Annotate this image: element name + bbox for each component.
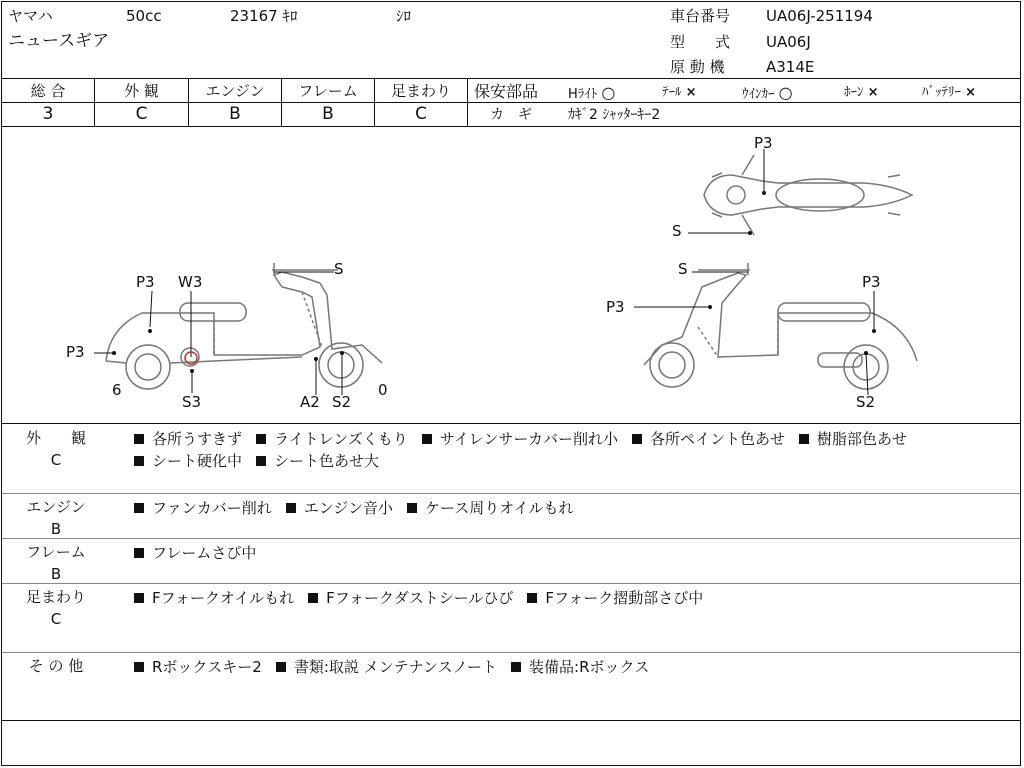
part-winker	[742, 83, 793, 105]
part-horn	[844, 83, 879, 103]
frame-number-value: UA06J-251194	[766, 7, 873, 25]
diagram-label: S2	[332, 393, 352, 411]
divider	[2, 493, 1020, 494]
maker: ヤマハ	[8, 7, 53, 25]
diagram-label: P3	[754, 134, 773, 152]
bullet-icon	[527, 593, 537, 603]
color: ｼﾛ	[396, 7, 412, 25]
bullet-icon	[632, 434, 642, 444]
rating-value-frame: B	[322, 104, 334, 124]
part-name: Hﾗｲﾄ	[568, 87, 598, 102]
inspection-sheet	[1, 1, 1021, 766]
divider	[2, 720, 1020, 721]
diagram-label: P3	[606, 298, 625, 316]
rating-label-exterior: 外 観	[124, 82, 159, 100]
rating-value-engine: B	[229, 104, 241, 124]
note-item: 書類:取説 メンテナンスノート	[276, 658, 497, 676]
part-status-icon: ×	[685, 85, 697, 100]
key-value: ｶｷﾞ2 ｼｬｯﾀｰｷｰ2	[568, 107, 661, 123]
note-item: エンジン音小	[286, 499, 393, 517]
part-status-icon: ○	[601, 83, 616, 102]
diagram-label: S	[672, 222, 682, 240]
diagram-label: S	[678, 260, 688, 278]
frame-number-label: 車台番号	[670, 7, 731, 25]
bullet-icon	[256, 434, 266, 444]
bullet-icon	[799, 434, 809, 444]
note-item: Fフォークオイルもれ	[134, 589, 294, 607]
engine-label: 原 動 機	[670, 58, 725, 76]
note-items	[134, 587, 1014, 609]
bullet-icon	[308, 593, 318, 603]
note-item: 装備品:Rボックス	[511, 658, 649, 676]
diagram-label: W3	[178, 273, 203, 291]
note-item: 各所うすきず	[134, 430, 242, 448]
diagram-label: S3	[182, 393, 202, 411]
note-title: 足まわり	[25, 588, 86, 606]
diagram-label: A2	[300, 393, 320, 411]
divider	[2, 78, 1020, 79]
rating-label-overall: 総 合	[30, 82, 66, 100]
engine-value: A314E	[766, 58, 815, 76]
note-item: 樹脂部色あせ	[799, 430, 907, 448]
divider	[2, 583, 1020, 584]
rating-value-exterior: C	[135, 104, 148, 124]
part-taillight	[662, 83, 697, 103]
note-items	[134, 656, 1014, 678]
type-value: UA06J	[766, 33, 811, 51]
diagram-label: P3	[862, 273, 881, 291]
bullet-icon	[286, 503, 296, 513]
note-grade: B	[50, 565, 62, 583]
diagram-label: S2	[856, 393, 876, 411]
bullet-icon	[134, 434, 144, 444]
note-title: そ の 他	[28, 657, 84, 675]
diagram-label: P3	[66, 343, 85, 361]
divider	[2, 538, 1020, 539]
diagram-label: 0	[378, 381, 388, 399]
note-grade: C	[50, 610, 62, 628]
part-headlight	[568, 83, 615, 105]
mileage: 23167 ｷﾛ	[230, 7, 298, 25]
type-label: 型 式	[670, 33, 731, 51]
note-item: ライトレンズくもり	[256, 430, 408, 448]
safety-parts-label: 保安部品	[474, 82, 539, 101]
note-item: ケース周りオイルもれ	[407, 499, 574, 517]
bullet-icon	[134, 548, 144, 558]
rating-label-suspension: 足まわり	[390, 82, 451, 100]
bullet-icon	[422, 434, 432, 444]
part-status-icon: ×	[867, 85, 879, 100]
note-title: フレーム	[26, 543, 86, 561]
part-status-icon: ○	[778, 83, 793, 102]
part-battery	[922, 83, 976, 103]
key-label: カ ギ	[490, 107, 532, 123]
note-items	[134, 497, 1014, 519]
bullet-icon	[511, 662, 521, 672]
note-item: シート色あせ大	[256, 452, 379, 470]
note-item: サイレンサーカバー削れ小	[422, 430, 618, 448]
rating-value-overall: 3	[42, 104, 54, 124]
note-grade: B	[50, 520, 62, 538]
note-title: エンジン	[26, 498, 86, 516]
model-name: ニュースギア	[8, 31, 110, 51]
bullet-icon	[134, 503, 144, 513]
note-item: Fフォークダストシールひび	[308, 589, 513, 607]
diagram-label: P3	[136, 273, 155, 291]
rating-label-engine: エンジン	[205, 82, 265, 100]
scooter-top-view	[704, 155, 912, 235]
bullet-icon	[134, 456, 144, 466]
bullet-icon	[256, 456, 266, 466]
part-name: ﾃｰﾙ	[662, 85, 682, 100]
rating-value-suspension: C	[415, 104, 427, 124]
part-status-icon: ×	[965, 85, 977, 100]
note-grade: C	[50, 451, 62, 469]
note-items	[134, 542, 1014, 564]
bullet-icon	[276, 662, 286, 672]
note-item: Fフォーク摺動部さび中	[527, 589, 703, 607]
bullet-icon	[407, 503, 417, 513]
bullet-icon	[134, 593, 144, 603]
diagram-label: S	[334, 260, 344, 278]
part-name: ﾊﾞｯﾃﾘｰ	[922, 85, 961, 100]
divider	[2, 652, 1020, 653]
note-items	[134, 428, 1014, 472]
part-name: ｳｲﾝｶｰ	[742, 87, 775, 102]
bullet-icon	[134, 662, 144, 672]
note-item: 各所ペイント色あせ	[632, 430, 785, 448]
note-item: フレームさび中	[134, 544, 256, 562]
note-item: Rボックスキー2	[134, 658, 262, 676]
note-item: ファンカバー削れ	[134, 499, 272, 517]
diagram-label: 6	[112, 381, 122, 399]
note-title: 外 観	[25, 429, 86, 447]
displacement: 50cc	[126, 7, 162, 25]
note-item: シート硬化中	[134, 452, 242, 470]
divider	[2, 423, 1020, 424]
part-name: ﾎｰﾝ	[844, 85, 864, 100]
rating-label-frame: フレーム	[298, 82, 358, 100]
